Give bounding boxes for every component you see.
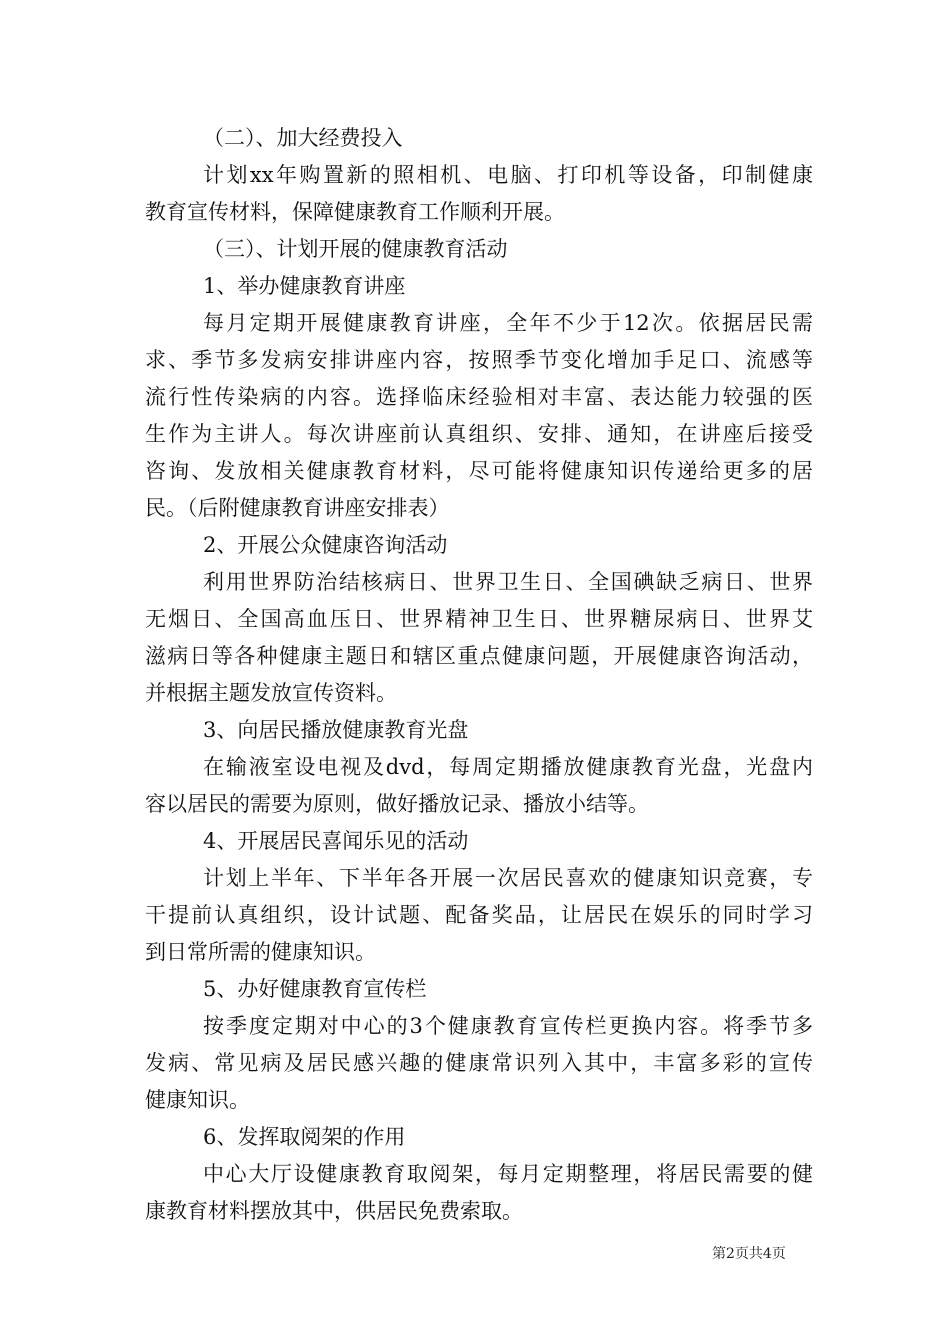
paragraph-line: 在输液室设电视及dvd，每周定期播放健康教育光盘，光盘内 [203,755,813,779]
item-heading: 3、向居民播放健康教育光盘 [203,718,469,742]
paragraph-line: 计划xx年购置新的照相机、电脑、打印机等设备，印制健康 [203,163,813,187]
paragraph-line: 滋病日等各种健康主题日和辖区重点健康问题，开展健康咨询活动， [145,644,813,668]
paragraph-line: 流行性传染病的内容。选择临床经验相对丰富、表达能力较强的医 [145,385,813,409]
item-heading: 1、举办健康教育讲座 [203,274,406,298]
paragraph-line: 无烟日、全国高血压日、世界精神卫生日、世界糖尿病日、世界艾 [145,607,813,631]
section-heading: （三）、计划开展的健康教育活动 [203,237,508,261]
paragraph-line: 每月定期开展健康教育讲座，全年不少于12次。依据居民需 [203,311,813,335]
section-heading: （二）、加大经费投入 [203,126,403,150]
paragraph-line: 发病、常见病及居民感兴趣的健康常识列入其中，丰富多彩的宣传 [145,1051,813,1075]
paragraph-line: 教育宣传材料，保障健康教育工作顺利开展。 [145,200,565,224]
paragraph-line: 按季度定期对中心的3个健康教育宣传栏更换内容。将季节多 [203,1014,813,1038]
paragraph-line: 计划上半年、下半年各开展一次居民喜欢的健康知识竞赛，专 [203,866,813,890]
item-heading: 4、开展居民喜闻乐见的活动 [203,829,469,853]
paragraph-line: 容以居民的需要为原则，做好播放记录、播放小结等。 [145,792,649,816]
item-heading: 5、办好健康教育宣传栏 [203,977,427,1001]
paragraph-line: 健康知识。 [145,1088,250,1112]
paragraph-line: 求、季节多发病安排讲座内容，按照季节变化增加手足口、流感等 [145,348,813,372]
paragraph-line: 康教育材料摆放其中，供居民免费索取。 [145,1199,523,1223]
paragraph-line: 利用世界防治结核病日、世界卫生日、全国碘缺乏病日、世界 [203,570,813,594]
paragraph-line: 干提前认真组织，设计试题、配备奖品，让居民在娱乐的同时学习 [145,903,813,927]
paragraph-line: 咨询、发放相关健康教育材料，尽可能将健康知识传递给更多的居 [145,459,813,483]
paragraph-line: 中心大厅设健康教育取阅架，每月定期整理，将居民需要的健 [203,1162,813,1186]
document-body [145,120,813,1230]
page-number: 第2页共4页 [712,1246,786,1262]
paragraph-line: 生作为主讲人。每次讲座前认真组织、安排、通知，在讲座后接受 [145,422,813,446]
paragraph-line: 并根据主题发放宣传资料。 [145,681,397,705]
paragraph-line: 到日常所需的健康知识。 [145,940,376,964]
item-heading: 2、开展公众健康咨询活动 [203,533,448,557]
item-heading: 6、发挥取阅架的作用 [203,1125,406,1149]
paragraph-line: 民。（后附健康教育讲座安排表） [145,496,450,520]
